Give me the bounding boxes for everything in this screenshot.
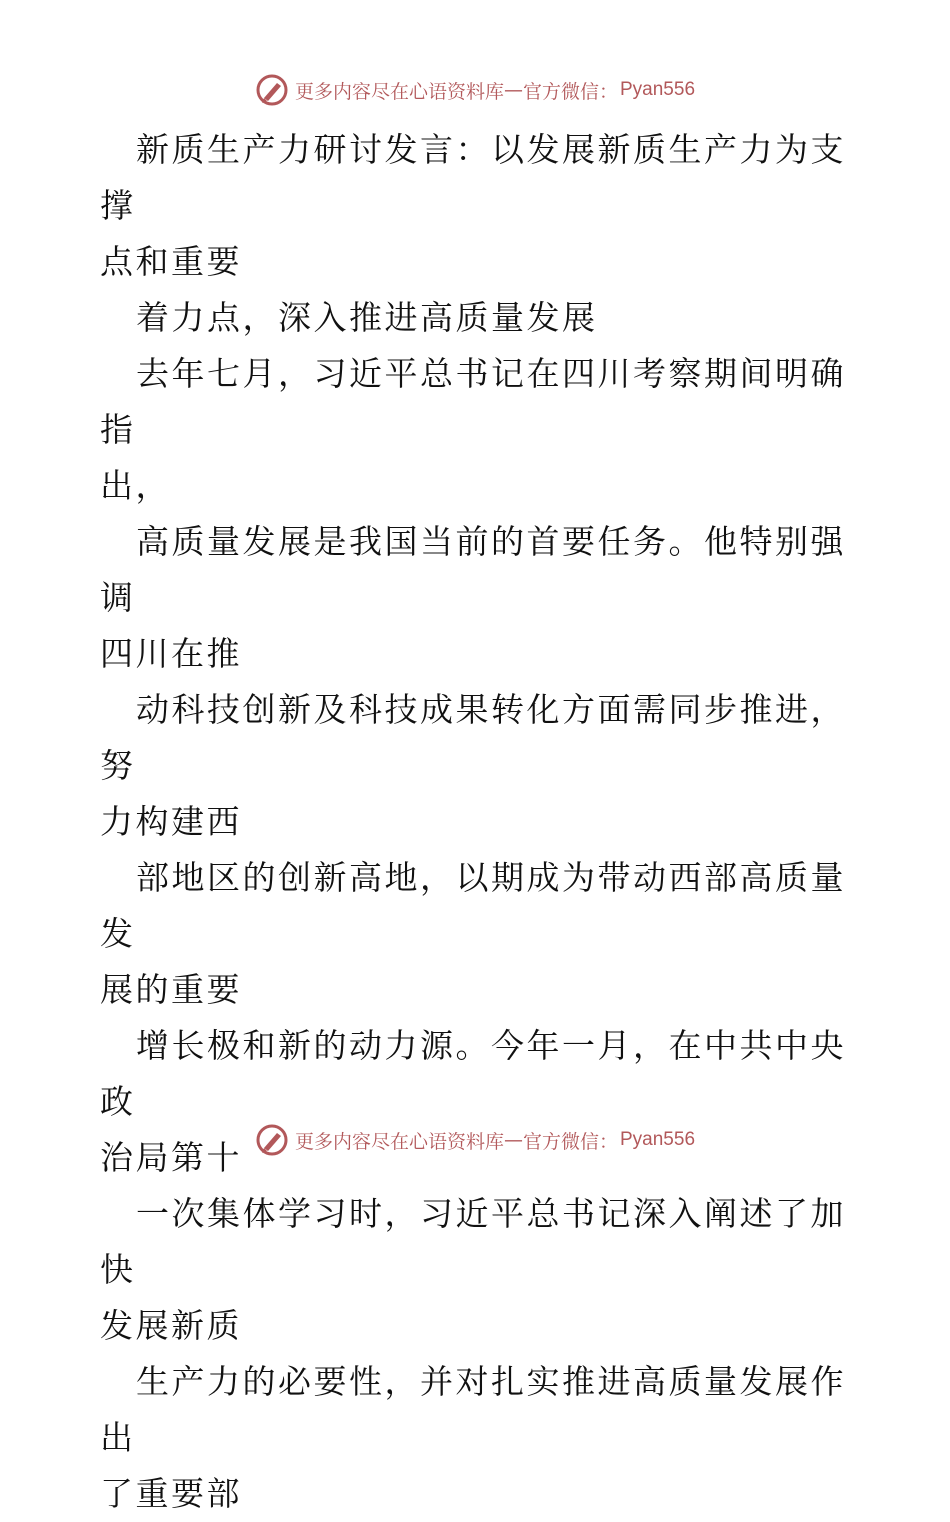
paragraph: 新质生产力研讨发言：以发展新质生产力为支撑 点和重要 bbox=[100, 130, 846, 281]
paragraph: 增长极和新的动力源。今年一月，在中共中央政 治局第十 bbox=[100, 1026, 846, 1177]
footer-watermark bbox=[0, 1120, 950, 1160]
watermark-account: Pyan556 bbox=[620, 1129, 696, 1150]
pen-circle-logo-icon bbox=[255, 73, 289, 107]
watermark-account: Pyan556 bbox=[620, 79, 696, 100]
pen-circle-logo-icon bbox=[255, 1123, 289, 1157]
document-body bbox=[100, 122, 860, 1522]
watermark-text: 更多内容尽在心语资料库 bbox=[294, 80, 504, 103]
watermark-separator: — bbox=[503, 1129, 523, 1151]
watermark-separator: — bbox=[503, 79, 523, 101]
paragraph: 动科技创新及科技成果转化方面需同步推进，努 力构建西 bbox=[100, 690, 846, 841]
paragraph: 部地区的创新高地，以期成为带动西部高质量发 展的重要 bbox=[100, 858, 846, 1009]
watermark-label: 官方微信： bbox=[522, 1130, 618, 1153]
paragraph: 去年七月，习近平总书记在四川考察期间明确指 出， bbox=[100, 354, 846, 505]
watermark-label: 官方微信： bbox=[522, 80, 618, 103]
paragraph: 一次集体学习时，习近平总书记深入阐述了加快 发展新质 bbox=[100, 1194, 846, 1345]
watermark-text: 更多内容尽在心语资料库 bbox=[294, 1130, 504, 1153]
header-watermark bbox=[0, 70, 950, 110]
paragraph: 着力点，深入推进高质量发展 bbox=[136, 298, 598, 337]
paragraph: 高质量发展是我国当前的首要任务。他特别强调 四川在推 bbox=[100, 522, 846, 673]
paragraph: 生产力的必要性，并对扎实推进高质量发展作出 了重要部 bbox=[100, 1362, 846, 1513]
